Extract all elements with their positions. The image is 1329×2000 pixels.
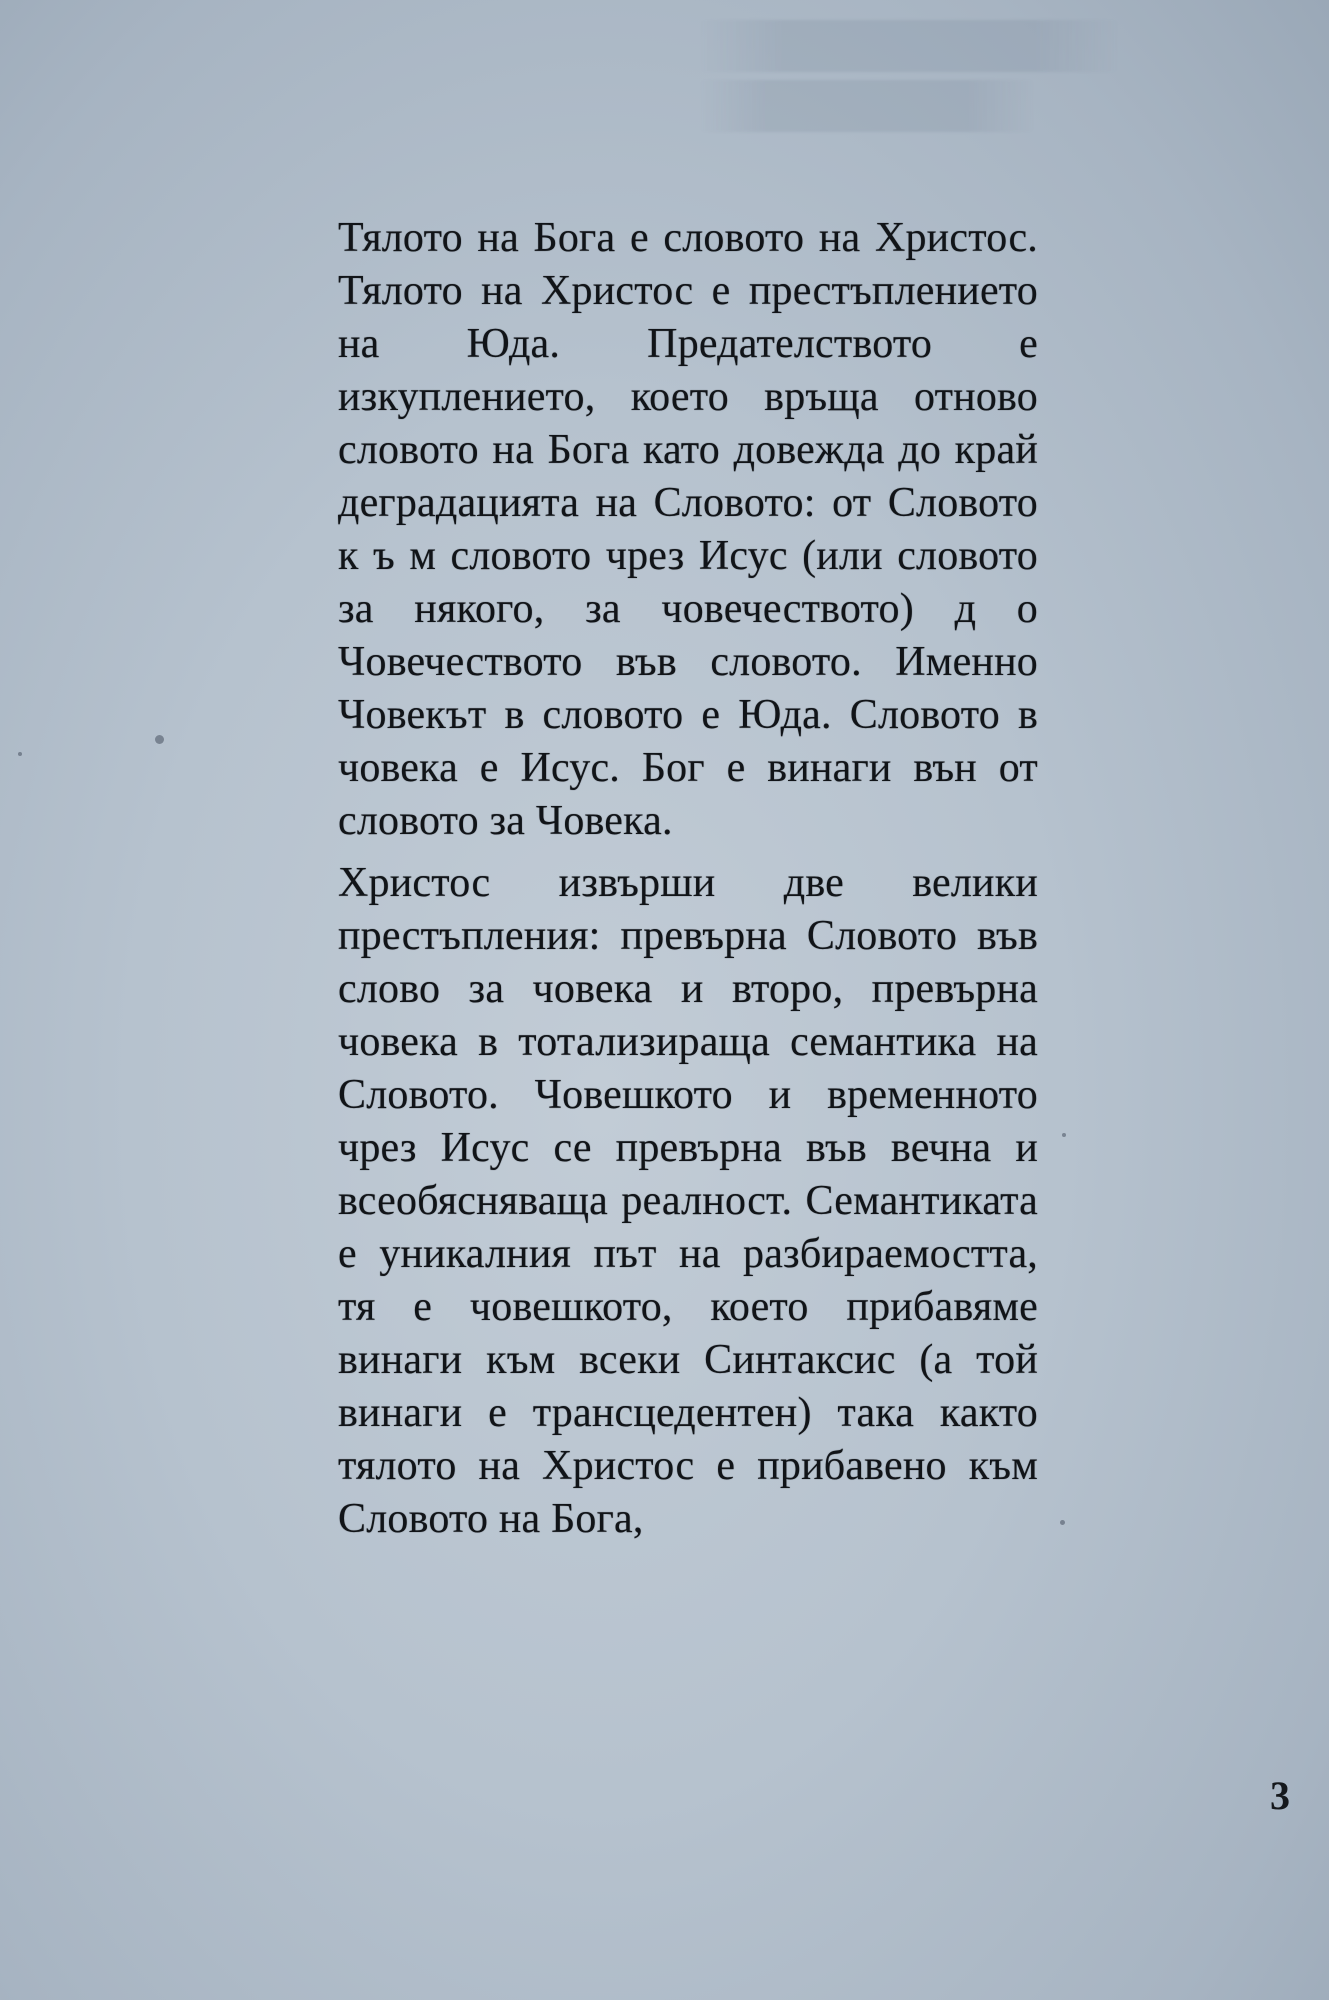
paper-speck <box>1062 1133 1066 1137</box>
paper-speck <box>155 735 164 744</box>
paper-speck <box>18 752 22 756</box>
page-number: 3 <box>1270 1773 1290 1818</box>
reverse-side-bleed-through <box>699 20 1119 170</box>
body-text <box>338 212 1038 1546</box>
paragraph-2: Христос извърши две велики престъпления: превърна Словото във слово за човека и второ, превърна човека в тотализираща семантика на Словото. Човешкото и временното чрез Исус се превърна във вечна и всеобясняваща реалност. Семантиката е уникалния път на разбираемостта, тя е човешкото, което прибавяме винаги към всеки Синтаксис (а той винаги е трансцедентен) така както тялото на Христос е прибавено към Словото на Бога, <box>338 860 1038 1542</box>
paper-speck <box>1060 1520 1065 1525</box>
paragraph-1: Тялото на Бога е словото на Христос. Тялото на Христос е престъплението на Юда. Предателството е изкуплението, което връща отново словото на Бога като довежда до край деградацията на Словото: от Словото к ъ м словото чрез Исус (или словото за някого, за човечеството) д о Човечеството във словото. Именно Човекът в словото е Юда. Словото в човека е Исус. Бог е винаги вън от словото за Човека. <box>338 215 1038 844</box>
